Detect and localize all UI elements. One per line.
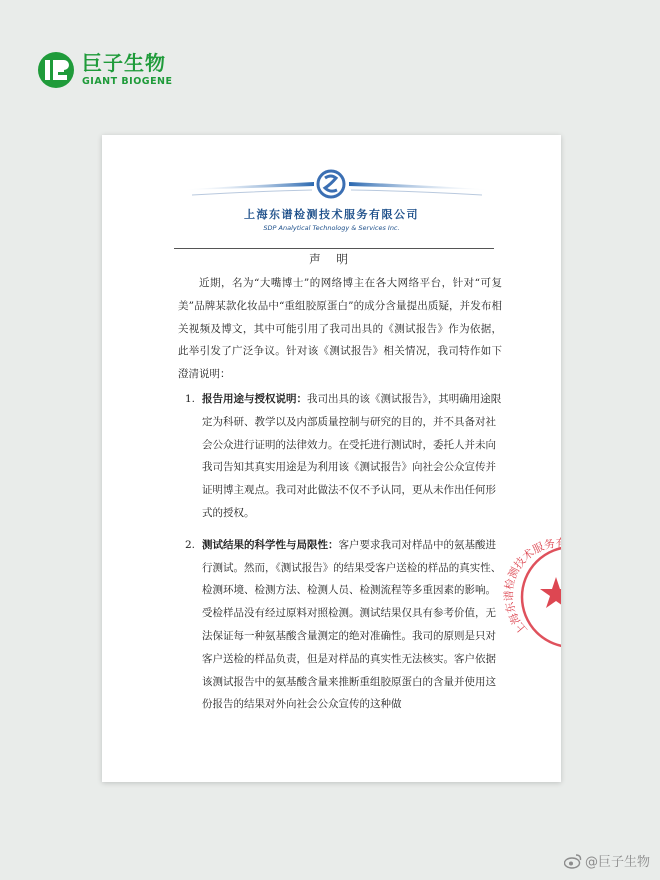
watermark-text: @巨子生物 [584,855,650,870]
item-text: 我司出具的该《测试报告》，其明确用途限定为科研、教学以及内部质量控制与研究的目的，并不具备对社会公众进行证明的法律效力。在受托进行测试时，委托人并未向我司告知其真实用途是为利用该《测试报告》向社会公众宣传并证明博主观点。我司对此做法不仅不予认同，更从未作出任何形式的授权。 [202,392,502,519]
brand-name-en: GIANT BIOGENE [82,76,173,88]
document-page [102,135,567,782]
brand-name-cn: 巨子生物 [82,51,166,76]
intro-paragraph: 近期，名为“大嘴博士”的网络博主在各大网络平台，针对“可复美”品牌某款化妆品中“重组胶原蛋白”的成分含量提出质疑，并发布相关视频及博文，其中可能引用了我司出具的《测试报告》作为依据，此举引发了广泛争议。针对该《测试报告》相关情况，我司特作如下澄清说明： [178,277,502,381]
item-text: 客户要求我司对样品中的氨基酸进行测试。然而，《测试报告》的结果受客户送检的样品的真实性、检测环境、检测方法、检测人员、检测流程等多重因素的影响。受检样品没有经过原料对照检测。测试结果仅具有参考价值，无法保证每一种氨基酸含量测定的绝对准确性。我司的原则是只对客户送检的样品负责，但是对样品的真实性无法核实。客户依据该测试报告中的氨基酸含量来推断重组胶原蛋白的含量并使用这份报告的结果对外向社会公众宣传的这种做 [202,538,502,711]
item-heading: 测试结果的科学性与局限性： [202,538,339,551]
giant-biogene-logo-icon [36,50,76,90]
weibo-watermark [564,851,650,870]
item-heading: 报告用途与授权说明： [202,392,307,405]
list-item [178,388,502,525]
company-name-cn: 上海东谱检测技术服务有限公司 [244,208,419,221]
letterhead-divider [174,248,494,249]
item-number: 1. [185,392,196,405]
document-body [178,272,502,716]
item-number: 2. [185,538,196,551]
letterhead-swoosh-logo [102,135,561,255]
company-name-en: SDP Analytical Technology & Services Inc. [263,224,400,232]
seal-text: 上海东谱检测技术服务有 [502,536,567,637]
list-item [178,534,502,716]
company-seal-stamp [500,535,567,655]
weibo-icon [564,853,582,869]
brand-logo-block [36,46,173,94]
document-title: 声 明 [309,252,354,266]
